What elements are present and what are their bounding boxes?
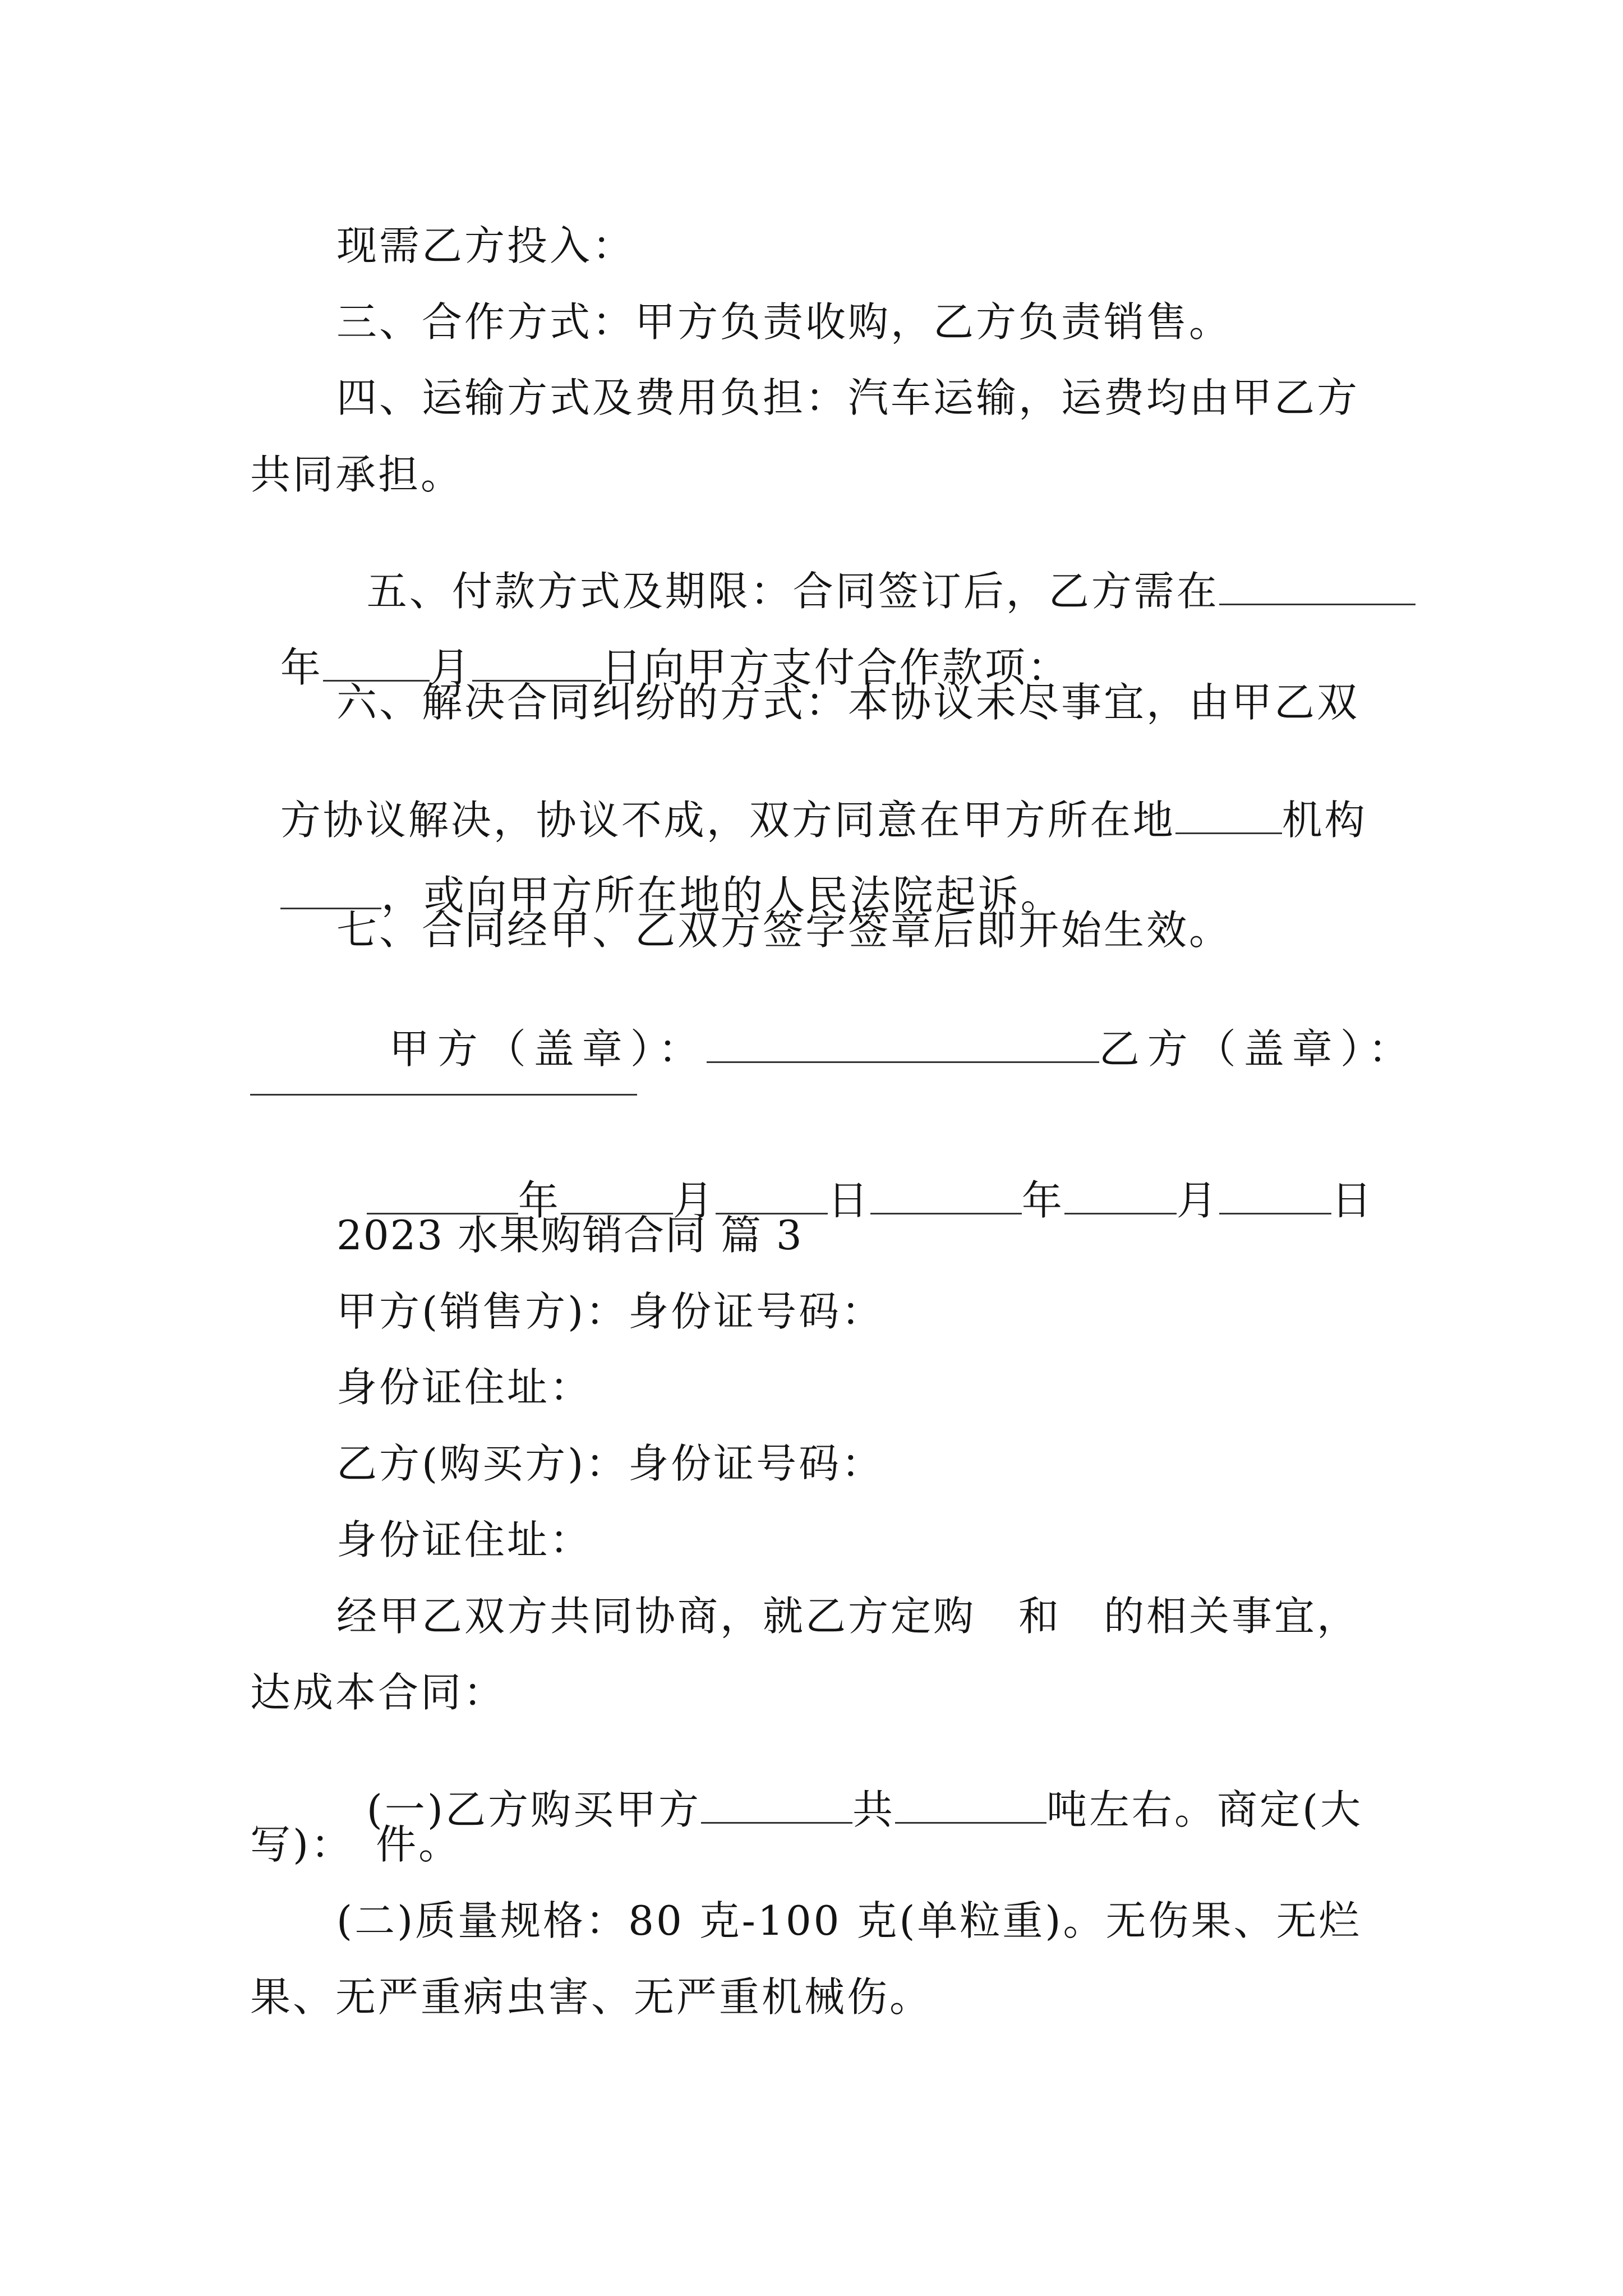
text-line: 达成本合同： bbox=[250, 1669, 506, 1716]
text-line: 共同承担。 bbox=[250, 451, 464, 498]
blank-field bbox=[1219, 570, 1415, 605]
text-line: 现需乙方投入： bbox=[336, 222, 635, 269]
party-b-seal-label: 乙方（盖章）： bbox=[1099, 1025, 1417, 1073]
date-month-label: 月 bbox=[672, 1177, 716, 1224]
date-day-label: 日 bbox=[827, 1177, 870, 1224]
blank-field bbox=[367, 1179, 518, 1214]
blank-field bbox=[1064, 1179, 1177, 1214]
text-line bbox=[250, 758, 1367, 844]
party-b-signature-field bbox=[250, 1094, 637, 1096]
text-segment: 方协议解决，协议不成，双方同意在甲方所在地 bbox=[280, 797, 1175, 844]
text-segment: ，或向甲方所在地的人民法院起诉。 bbox=[381, 872, 1063, 919]
date-day-label: 日 bbox=[1331, 1177, 1374, 1224]
text-line: 果、无严重病虫害、无严重机械伤。 bbox=[250, 1973, 933, 2021]
signature-line bbox=[348, 987, 1417, 1073]
date-year-label: 年 bbox=[1021, 1177, 1064, 1224]
text-line: 身份证住址： bbox=[336, 1364, 593, 1411]
text-line: 写)： 件。 bbox=[250, 1821, 462, 1868]
blank-field bbox=[895, 1788, 1046, 1824]
text-line: 四、运输方式及费用负担：汽车运输，运费均由甲乙方 bbox=[336, 374, 1360, 421]
date-year-label: 年 bbox=[518, 1177, 561, 1224]
text-segment: 共 bbox=[852, 1786, 895, 1833]
text-line: 甲方(销售方)：身份证号码： bbox=[336, 1288, 884, 1335]
text-line: 身份证住址： bbox=[336, 1516, 593, 1563]
text-line bbox=[336, 530, 1415, 615]
text-line bbox=[250, 606, 1070, 691]
blank-field bbox=[1175, 799, 1282, 834]
text-segment: 月 bbox=[429, 644, 472, 691]
party-a-signature-field bbox=[707, 1028, 1099, 1063]
blank-field bbox=[701, 1788, 852, 1824]
text-segment: 年 bbox=[280, 644, 323, 691]
text-segment: 五、付款方式及期限：合同签订后，乙方需在 bbox=[366, 568, 1219, 615]
text-line: 七、合同经甲、乙双方签字签章后即开始生效。 bbox=[336, 907, 1232, 954]
text-line: 六、解决合同纠纷的方式：本协议未尽事宜，由甲乙双 bbox=[336, 679, 1360, 726]
blank-field bbox=[870, 1179, 1022, 1214]
text-line: (二)质量规格：80 克-100 克(单粒重)。无伤果、无烂 bbox=[336, 1897, 1362, 1944]
text-line bbox=[250, 834, 1063, 919]
date-line bbox=[336, 1139, 1374, 1224]
party-a-seal-label: 甲方（盖章）： bbox=[389, 1025, 707, 1073]
text-segment: 机构 bbox=[1281, 797, 1367, 844]
text-segment: 吨左右。商定(大 bbox=[1046, 1786, 1363, 1833]
section-heading: 2023 水果购销合同 篇 3 bbox=[336, 1212, 803, 1259]
text-segment: (一)乙方购买甲方 bbox=[366, 1786, 701, 1833]
text-line: 经甲乙双方共同协商，就乙方定购 和 的相关事宜， bbox=[336, 1593, 1360, 1640]
text-line: 三、合作方式：甲方负责收购，乙方负责销售。 bbox=[336, 298, 1232, 346]
blank-field bbox=[1219, 1179, 1331, 1214]
text-segment: 日向甲方支付合作款项： bbox=[601, 644, 1070, 691]
blank-field bbox=[472, 646, 601, 682]
blank-field bbox=[561, 1179, 673, 1214]
blank-field bbox=[716, 1179, 828, 1214]
blank-field bbox=[323, 646, 430, 682]
date-month-label: 月 bbox=[1176, 1177, 1219, 1224]
text-line: 乙方(购买方)：身份证号码： bbox=[336, 1440, 884, 1487]
text-line bbox=[336, 1748, 1363, 1833]
blank-field bbox=[280, 874, 381, 909]
